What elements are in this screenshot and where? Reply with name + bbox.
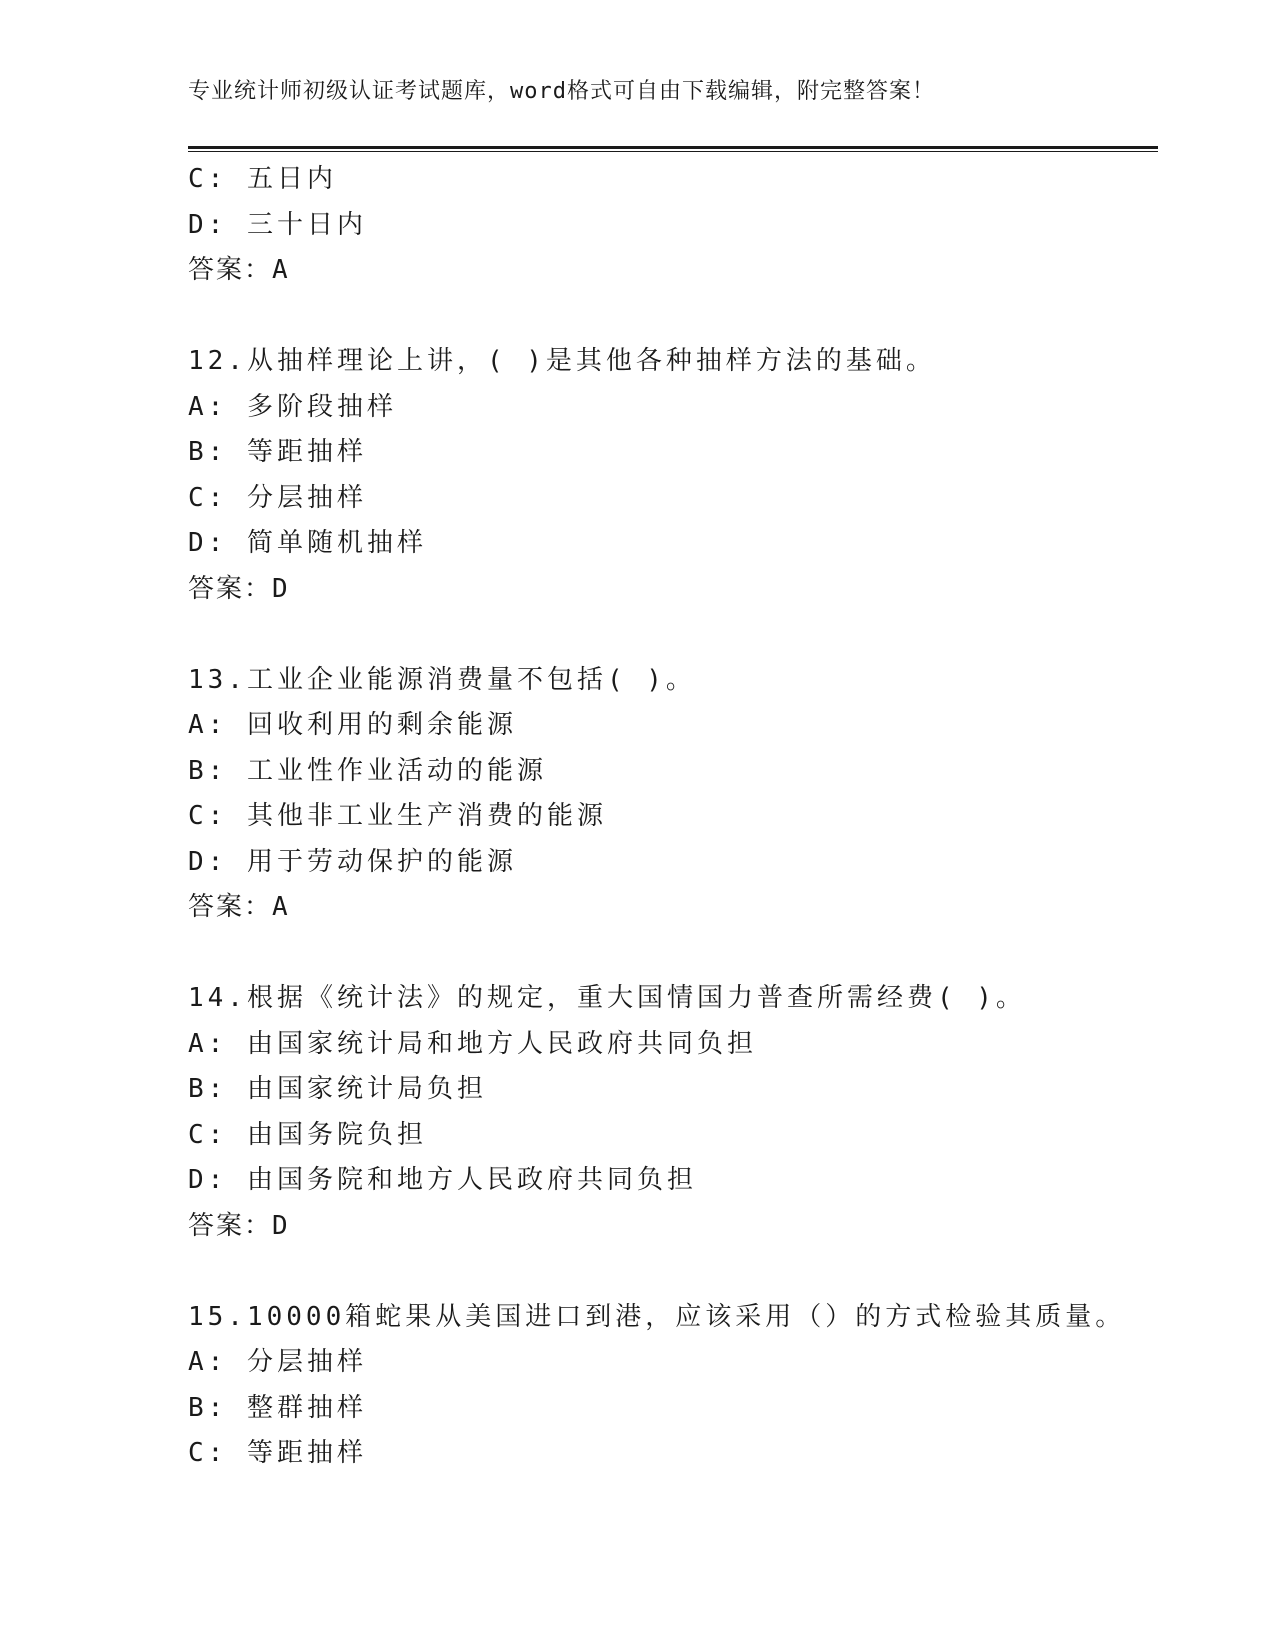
page-header: 专业统计师初级认证考试题库，word格式可自由下载编辑，附完整答案！ (188, 79, 935, 104)
question-stem: 14.根据《统计法》的规定，重大国情国力普查所需经费( )。 (188, 983, 1026, 1013)
question-stem: 12.从抽样理论上讲，( )是其他各种抽样方法的基础。 (188, 346, 936, 376)
spacer (188, 612, 1168, 658)
answer-value: A (272, 892, 290, 922)
answer-label: 答案： (188, 573, 273, 604)
answer-label: 答案： (188, 255, 273, 285)
answer-label: 答案： (188, 892, 273, 922)
question-stem: 13.工业企业能源消费量不包括( )。 (188, 664, 696, 695)
question-block-prev (188, 157, 1168, 294)
option-d: D: 用于劳动保护的能源 (188, 846, 517, 877)
question-stem: 15.10000箱蛇果从美国进口到港，应该采用（）的方式检验其质量。 (188, 1301, 1126, 1332)
answer-label: 答案： (188, 1210, 273, 1241)
option-a: A: 由国家统计局和地方人民政府共同负担 (188, 1028, 757, 1059)
question-list (188, 157, 1168, 1477)
option-b: B: 由国家统计局负担 (188, 1074, 487, 1104)
spacer (188, 931, 1168, 977)
question-block-12 (188, 339, 1168, 612)
answer-line (188, 567, 1168, 613)
header-divider-thick (188, 146, 1158, 149)
option-c: C: 五日内 (188, 164, 337, 194)
answer-line (188, 885, 1168, 931)
answer-line (188, 1204, 1168, 1250)
option-d: D: 三十日内 (188, 209, 367, 240)
option-c: C: 由国务院负担 (188, 1119, 427, 1150)
option-b: B: 等距抽样 (188, 437, 367, 467)
answer-value: D (272, 573, 290, 604)
option-a: A: 分层抽样 (188, 1347, 367, 1377)
header-divider-thin (188, 151, 1158, 152)
option-a: A: 多阶段抽样 (188, 391, 397, 422)
option-d: D: 简单随机抽样 (188, 528, 427, 558)
spacer (188, 1249, 1168, 1295)
question-block-14 (188, 976, 1168, 1249)
answer-value: A (272, 255, 290, 285)
question-block-15 (188, 1295, 1168, 1477)
answer-line (188, 248, 1168, 294)
spacer (188, 294, 1168, 340)
option-c: C: 分层抽样 (188, 482, 367, 513)
option-b: B: 工业性作业活动的能源 (188, 755, 547, 786)
option-c: C: 等距抽样 (188, 1438, 367, 1468)
option-b: B: 整群抽样 (188, 1392, 367, 1423)
option-d: D: 由国务院和地方人民政府共同负担 (188, 1165, 697, 1195)
question-block-13 (188, 658, 1168, 931)
option-c: C: 其他非工业生产消费的能源 (188, 801, 607, 831)
answer-value: D (272, 1210, 290, 1241)
option-a: A: 回收利用的剩余能源 (188, 710, 517, 740)
